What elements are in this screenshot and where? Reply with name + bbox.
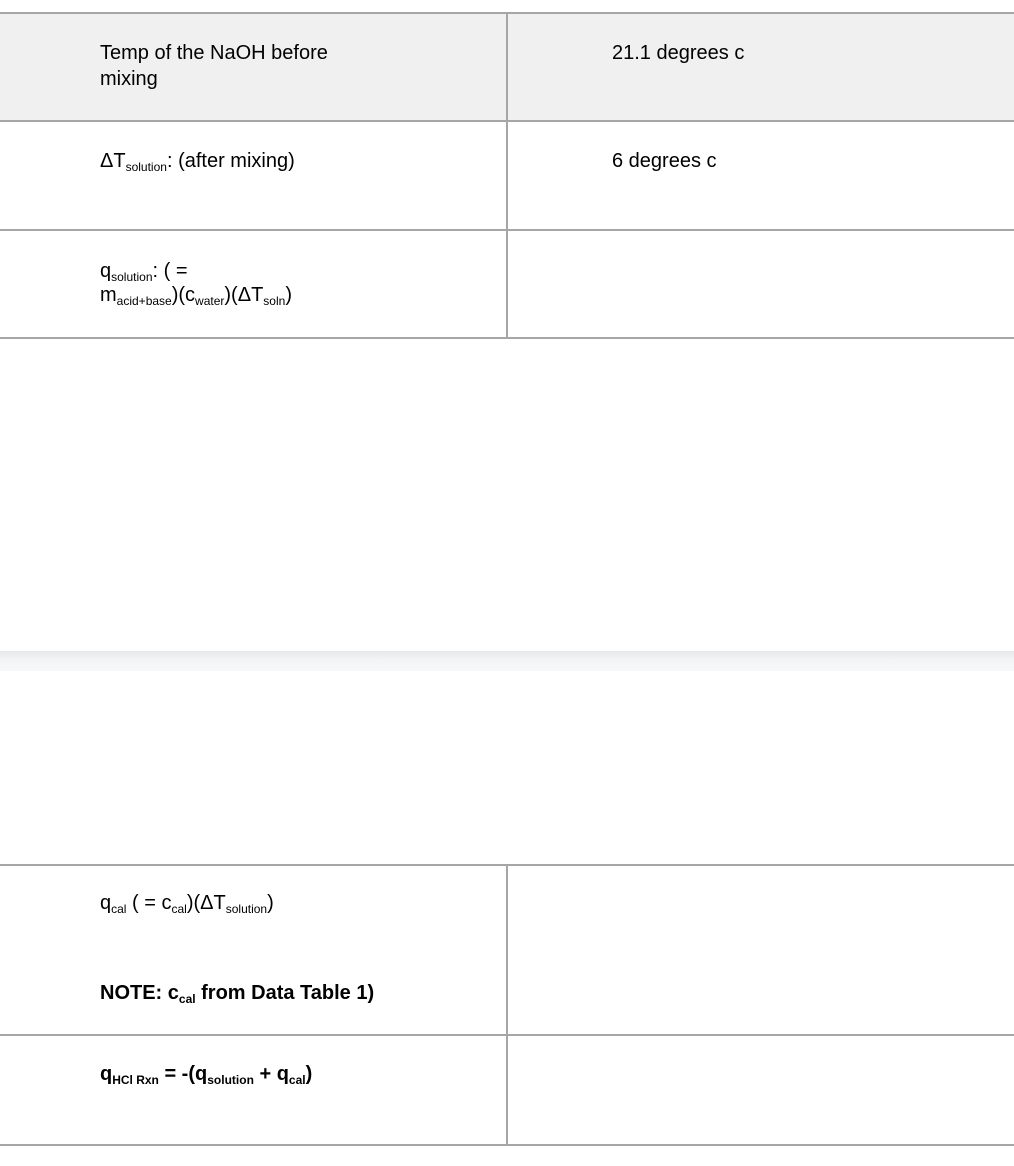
- q-cal-label: $q_{cal}$ ( = $c_{cal})(\Delta T_{solution})$: [100, 892, 274, 917]
- delta-t-label: $\Delta T_{solution}$: (after mixing): [100, 150, 295, 175]
- q-hcl-rxn-label: $q_{HCl Rxn} = -(q_{solution} + q_{cal})$: [100, 1063, 313, 1088]
- q-solution-value[interactable]: [612, 258, 992, 318]
- naoh-temp-value[interactable]: 21.1 degrees c: [612, 42, 745, 64]
- page-break: [0, 651, 1014, 671]
- q-solution-label: $q_{solution}$: ( = $m_{acid+base})(c_{water})(\Delta T_{soln})$: [100, 260, 292, 309]
- c-cal-note: NOTE: $c_{cal}$ from Data Table 1): [100, 982, 375, 1007]
- q-hcl-rxn-value[interactable]: [612, 1061, 992, 1121]
- q-cal-value[interactable]: [612, 890, 992, 1010]
- column-divider: [506, 12, 508, 339]
- column-divider: [506, 864, 508, 1146]
- naoh-temp-label: Temp of the NaOH before mixing: [100, 42, 328, 90]
- delta-t-value[interactable]: 6 degrees c: [612, 150, 717, 172]
